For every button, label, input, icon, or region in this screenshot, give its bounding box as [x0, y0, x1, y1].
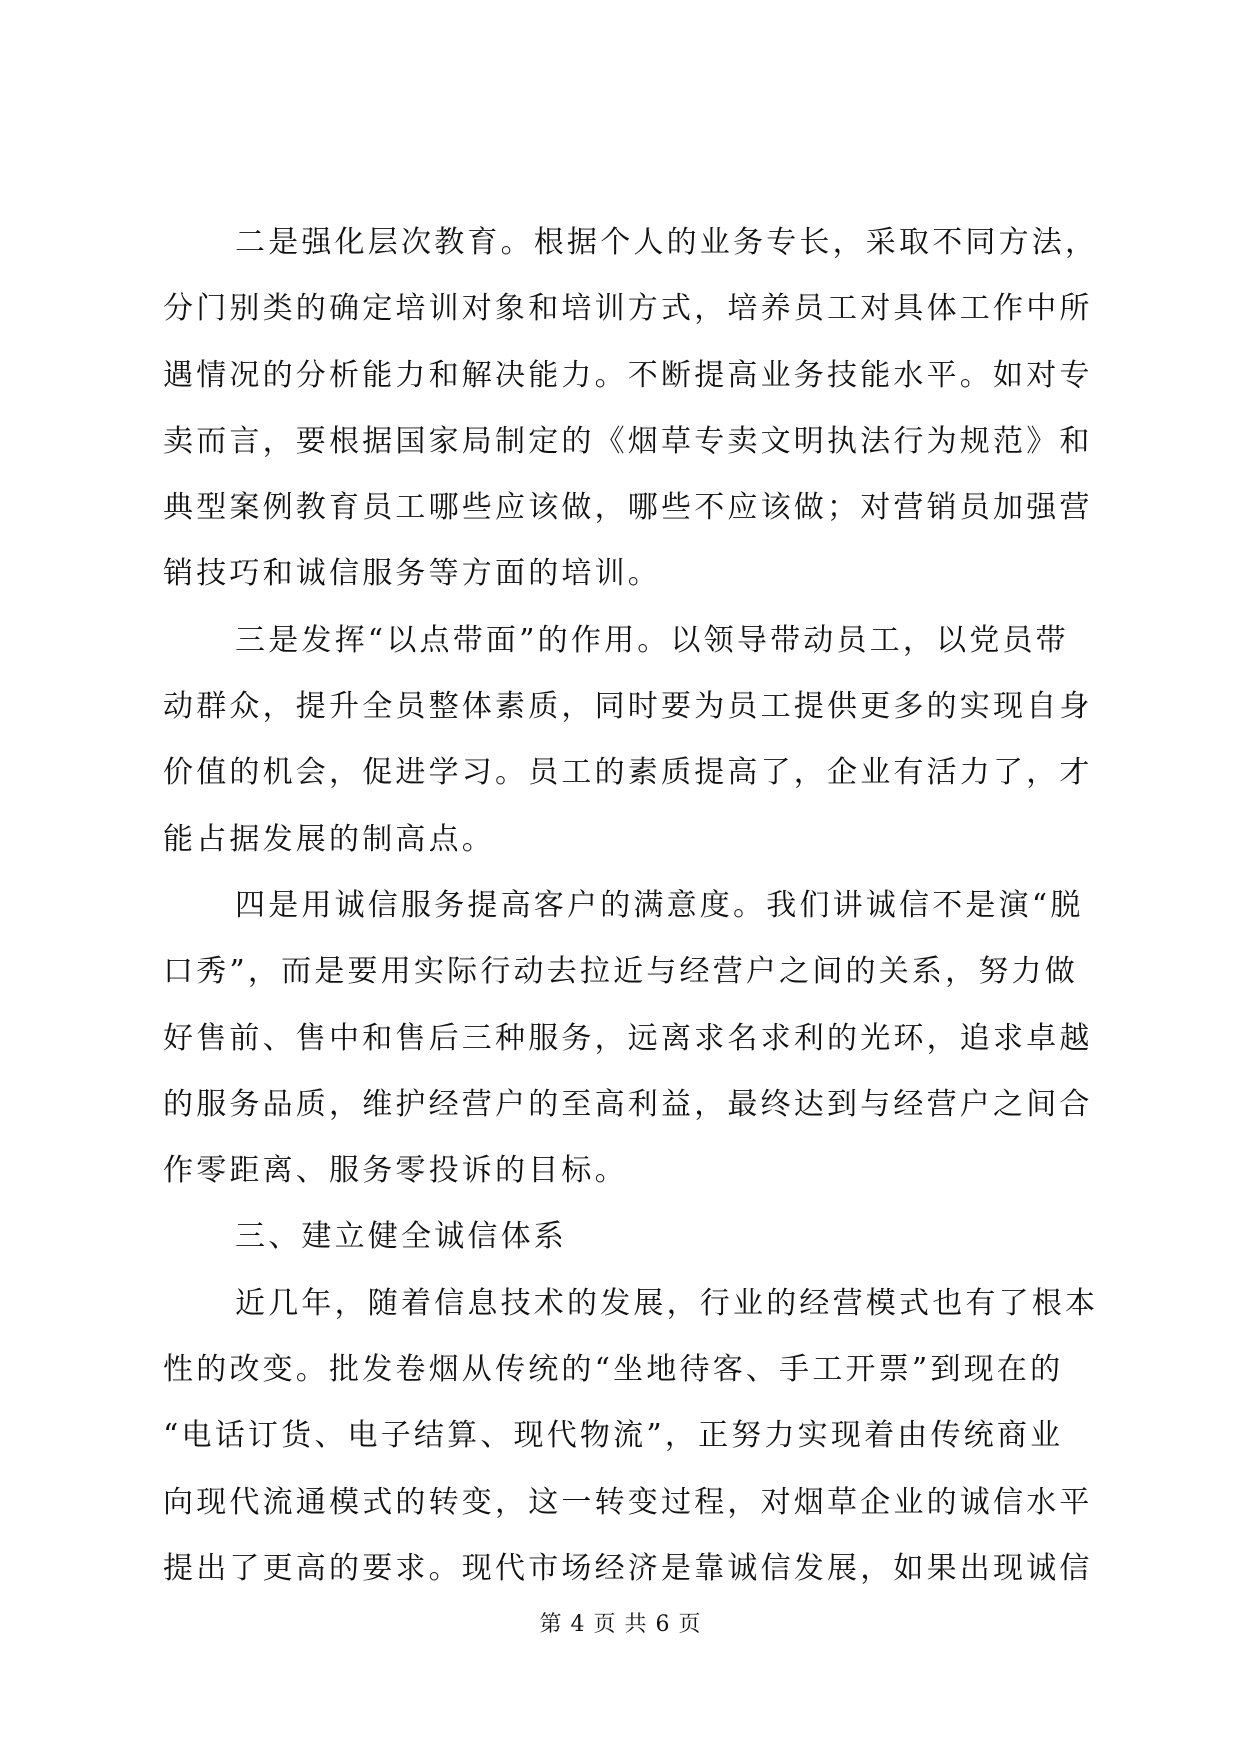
paragraph-line: 动群众，提升全员整体素质，同时要为员工提供更多的实现自身: [163, 689, 1093, 725]
paragraph-line: 典型案例教育员工哪些应该做，哪些不应该做；对营销员加强营: [163, 490, 1093, 526]
paragraph-line: 三是发挥“以点带面”的作用。以领导带动员工，以党员带: [235, 622, 1069, 658]
paragraph-line: 遇情况的分析能力和解决能力。不断提高业务技能水平。如对专: [163, 357, 1093, 393]
paragraph-line: 向现代流通模式的转变，这一转变过程，对烟草企业的诚信水平: [163, 1484, 1093, 1520]
paragraph-line: 价值的机会，促进学习。员工的素质提高了，企业有活力了，才: [163, 755, 1093, 791]
paragraph-line: 分门别类的确定培训对象和培训方式，培养员工对具体工作中所: [163, 291, 1093, 327]
page-number-footer: 第 4 页 共 6 页: [539, 1612, 702, 1637]
paragraph-line: 的服务品质，维护经营户的至高利益，最终达到与经营户之间合: [163, 1086, 1093, 1122]
section-heading: 三、建立健全诚信体系: [235, 1219, 567, 1255]
paragraph-line: 好售前、售中和售后三种服务，远离求名求利的光环，追求卓越: [163, 1020, 1093, 1056]
paragraph-line: 四是用诚信服务提高客户的满意度。我们讲诚信不是演“脱: [235, 887, 1084, 923]
paragraph-line: 卖而言，要根据国家局制定的《烟草专卖文明执法行为规范》和: [163, 423, 1093, 459]
paragraph-line: “电话订货、电子结算、现代物流”，正努力实现着由传统商业: [163, 1418, 1064, 1454]
paragraph-line: 销技巧和诚信服务等方面的培训。: [163, 556, 661, 592]
paragraph-line: 能占据发展的制高点。: [163, 821, 495, 857]
paragraph-line: 作零距离、服务零投诉的目标。: [163, 1153, 628, 1189]
paragraph-line: 二是强化层次教育。根据个人的业务专长，采取不同方法，: [235, 225, 1099, 260]
body-text: [163, 210, 1099, 1602]
paragraph-line: 近几年，随着信息技术的发展，行业的经营模式也有了根本: [235, 1285, 1099, 1321]
paragraph-line: 性的改变。批发卷烟从传统的“坐地待客、手工开票”到现在的: [163, 1352, 1064, 1388]
paragraph-line: 口秀”，而是要用实际行动去拉近与经营户之间的关系，努力做: [163, 954, 1078, 990]
paragraph-line: 提出了更高的要求。现代市场经济是靠诚信发展，如果出现诚信: [163, 1550, 1093, 1586]
